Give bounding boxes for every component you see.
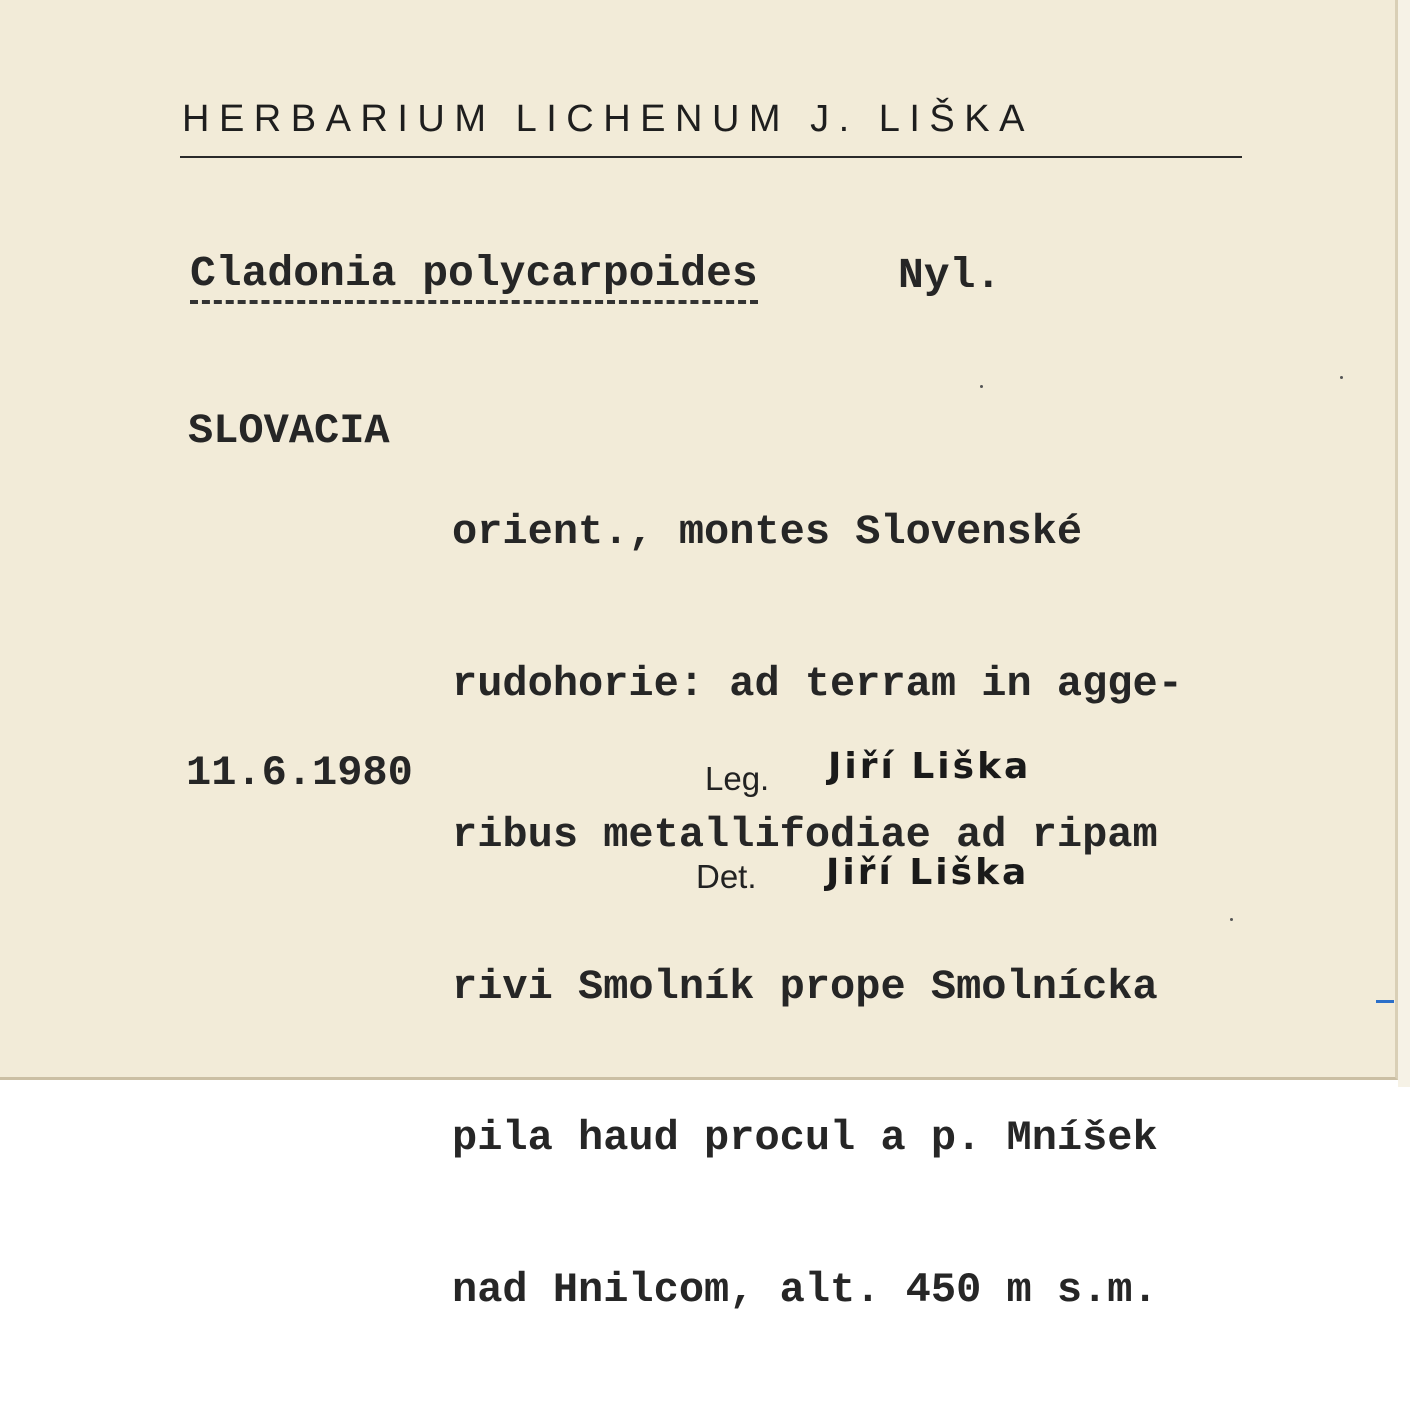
locality-line: rudohorie: ad terram in agge- bbox=[452, 659, 1183, 708]
page-edge bbox=[1398, 0, 1410, 1087]
determiner-name: Jiří Liška bbox=[826, 852, 1030, 893]
paper-speck bbox=[1230, 918, 1233, 921]
collection-date: 11.6.1980 bbox=[186, 749, 413, 797]
locality-line: orient., montes Slovenské bbox=[452, 508, 1083, 556]
locality-line: rivi Smolník prope Smolnícka bbox=[452, 962, 1158, 1011]
header-rule bbox=[180, 156, 1242, 158]
species-name: Cladonia polycarpoides bbox=[190, 250, 758, 304]
locality-description bbox=[452, 406, 1183, 1416]
paper-speck bbox=[980, 385, 983, 388]
blue-ink-mark bbox=[1376, 1000, 1394, 1003]
species-author: Nyl. bbox=[898, 251, 1002, 300]
collector-name: Jiří Liška bbox=[828, 746, 1032, 787]
locality-line: ribus metallifodiae ad ripam bbox=[452, 811, 1158, 859]
locality-line: pila haud procul a p. Mníšek bbox=[452, 1114, 1158, 1162]
determiner-label: Det. bbox=[696, 858, 757, 895]
legit-label: Leg. bbox=[705, 760, 770, 797]
paper-speck bbox=[1340, 376, 1343, 379]
locality-line: nad Hnilcom, alt. 450 m s.m. bbox=[452, 1265, 1158, 1314]
herbarium-title: HERBARIUM LICHENUM J. LIŠKA bbox=[182, 98, 1034, 140]
region-name: SLOVACIA bbox=[188, 407, 390, 455]
